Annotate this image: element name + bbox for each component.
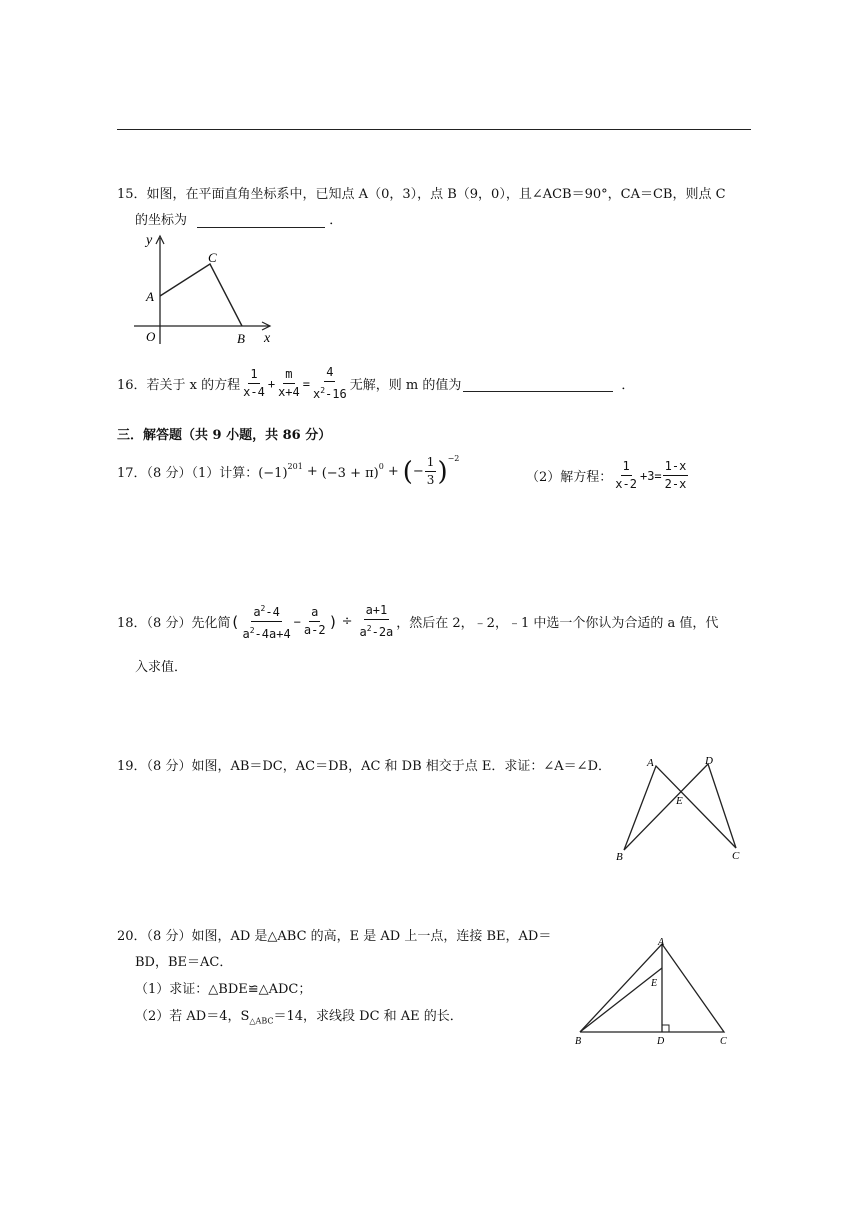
- q20-right-angle: [662, 1025, 669, 1032]
- q18-f3-num: a+1: [364, 602, 390, 620]
- q18-f1-den: [240, 622, 292, 643]
- q15-label-y: y: [146, 233, 153, 248]
- q16-fraction-2: [276, 366, 302, 401]
- q17-p2-f2-num: 1-x: [663, 458, 689, 476]
- q20-label-E: E: [651, 978, 658, 989]
- q17-p2-f1-den: x-2: [615, 477, 637, 491]
- q18-f3-den-rest: -2a: [371, 625, 394, 639]
- q18-f2-den: a-2: [303, 623, 326, 637]
- q20-line1: 20．（8 分）如图，AD 是△ABC 的高，E 是 AD 上一点，连接 BE，AD＝: [117, 929, 552, 944]
- q20-segment-BE: [580, 968, 662, 1032]
- q16-equals: =: [302, 376, 310, 391]
- q19-label-B: B: [616, 851, 623, 863]
- q17-term3-exp: −2: [447, 454, 460, 463]
- q15-label-B: B: [237, 331, 245, 346]
- q18-f1-num: [251, 600, 282, 622]
- q19-text: 19．（8 分）如图，AB＝DC，AC＝DB，AC 和 DB 相交于点 E．求证：∠A＝∠D．: [117, 759, 611, 774]
- q20-figure: [570, 934, 736, 1048]
- q20-line4-sub: △ABC: [249, 1016, 274, 1026]
- q18-f1-den-rest: -4a+4: [254, 627, 291, 641]
- q17-p2-f1-num: 1: [621, 458, 632, 476]
- q18-f1-num-exp: 2: [260, 604, 266, 613]
- q16-fraction-1: [241, 366, 267, 401]
- q18-frac3: [358, 602, 396, 641]
- q17-part1: [117, 454, 459, 489]
- q15-label-C: C: [208, 250, 217, 265]
- q17-term3-num: 1: [425, 454, 437, 472]
- q17-p2-f2-den: 2-x: [664, 477, 687, 491]
- q18-f3-den-exp: 2: [366, 624, 372, 633]
- q15-label-A: A: [146, 289, 154, 304]
- q19-label-D: D: [705, 755, 713, 767]
- q15-line2-end: ．: [329, 213, 343, 228]
- q16-plus: +: [267, 376, 276, 391]
- q15-line1: 15．如图，在平面直角坐标系中，已知点 A（0，3），点 B（9，0），且∠ACB＝90°，CA＝CB，则点 C: [117, 187, 726, 202]
- q16-f1-den: x-4: [243, 385, 265, 399]
- q17-term3-rparen: ): [437, 456, 448, 487]
- q19-lines-A: [624, 766, 736, 850]
- q17-p2-frac1: [613, 458, 639, 493]
- q16-f2-den: x+4: [278, 385, 300, 399]
- q17-term1: [258, 462, 303, 481]
- q16-prefix: 16．若关于 x 的方程: [117, 378, 241, 393]
- q15-line2: [135, 209, 342, 228]
- q15-label-x: x: [264, 331, 271, 346]
- q20-line4: [135, 1005, 463, 1026]
- q15-figure: [132, 232, 278, 350]
- q18-frac1: [240, 600, 292, 643]
- q17-term3-frac: [425, 454, 437, 489]
- q15-answer-blank[interactable]: [197, 227, 325, 228]
- q17-plus1: +: [306, 464, 318, 479]
- q20-label-D: D: [657, 1036, 665, 1047]
- q20-label-B: B: [575, 1036, 582, 1047]
- q17-term3-den: 3: [426, 473, 435, 487]
- q18-f2-num: a: [309, 604, 320, 622]
- q18-f1-num-rest: -4: [265, 605, 280, 619]
- q20-label-C: C: [720, 1036, 727, 1047]
- q17-term3-lparen: (: [402, 456, 413, 487]
- q16-end: ．: [621, 378, 635, 393]
- q17-p2-frac2: [663, 458, 689, 493]
- q15-label-O: O: [146, 329, 156, 344]
- section3-title: 三．解答题（共 9 小题，共 86 分）: [117, 428, 332, 443]
- q19-label-A: A: [647, 757, 654, 769]
- q17-term2-exp: 0: [378, 462, 384, 471]
- q15-line2-text: 的坐标为: [135, 213, 188, 228]
- q17-part2-label: （2）解方程：: [526, 470, 613, 485]
- q20-line3: （1）求证：△BDE≌△ADC；: [135, 982, 312, 997]
- q17-part2: [526, 458, 689, 493]
- q18-line1: [117, 600, 718, 643]
- q17-term1-base: (−1): [258, 466, 288, 481]
- q19-label-C: C: [732, 850, 740, 862]
- q18-f3-den-base: a: [359, 625, 367, 639]
- q20-line2: BD，BE＝AC．: [135, 955, 233, 970]
- q16-f3-num: 4: [324, 364, 335, 382]
- q17-p2-mid: +3=: [639, 468, 662, 483]
- q16-f3-den-base: x: [312, 387, 321, 401]
- q18-label: 18．（8 分）先化简: [117, 616, 231, 631]
- q17-term2-base: (−3 + π): [321, 466, 379, 481]
- q15-triangle: [160, 264, 242, 326]
- q18-line2: 入求值．: [135, 660, 188, 675]
- q16-line: [117, 364, 634, 403]
- q18-divide: ÷: [341, 614, 353, 629]
- q17-term1-exp: 201: [287, 462, 303, 471]
- q16-suffix: 无解，则 m 的值为: [349, 378, 462, 393]
- q18-f1-den-base: a: [242, 627, 250, 641]
- q20-line4-a: （2）若 AD＝4，S: [135, 1009, 250, 1024]
- q18-f1-den-exp: 2: [249, 626, 255, 635]
- q18-lparen: (: [230, 612, 240, 631]
- q18-rparen: ): [328, 612, 338, 631]
- q18-suffix: ，然后在 2，﹣2，﹣1 中选一个你认为合适的 a 值，代: [396, 616, 719, 631]
- header-rule: [117, 129, 751, 130]
- q19-figure: [608, 752, 748, 864]
- q18-minus: −: [293, 614, 301, 629]
- q16-fraction-3: [311, 364, 349, 403]
- q16-f3-den-exp: 2: [320, 386, 326, 395]
- q17-plus2: +: [387, 464, 399, 479]
- q19-label-E: E: [676, 795, 683, 807]
- q16-f2-num: m: [283, 366, 294, 384]
- q17-label: 17．（8 分）（1）计算：: [117, 466, 259, 481]
- q18-frac2: [302, 604, 328, 639]
- q20-label-A: A: [658, 937, 665, 948]
- q17-term3-sign: −: [412, 464, 424, 479]
- q20-line4-b: ＝14，求线段 DC 和 AE 的长．: [273, 1009, 463, 1024]
- q16-answer-blank[interactable]: [463, 375, 613, 392]
- q16-f1-num: 1: [248, 366, 259, 384]
- q18-f3-den: [358, 620, 396, 641]
- q16-f3-den: [311, 382, 349, 403]
- q17-term2: [322, 462, 384, 481]
- q18-f1-num-base: a: [253, 605, 261, 619]
- q16-f3-den-rest: -16: [325, 387, 347, 401]
